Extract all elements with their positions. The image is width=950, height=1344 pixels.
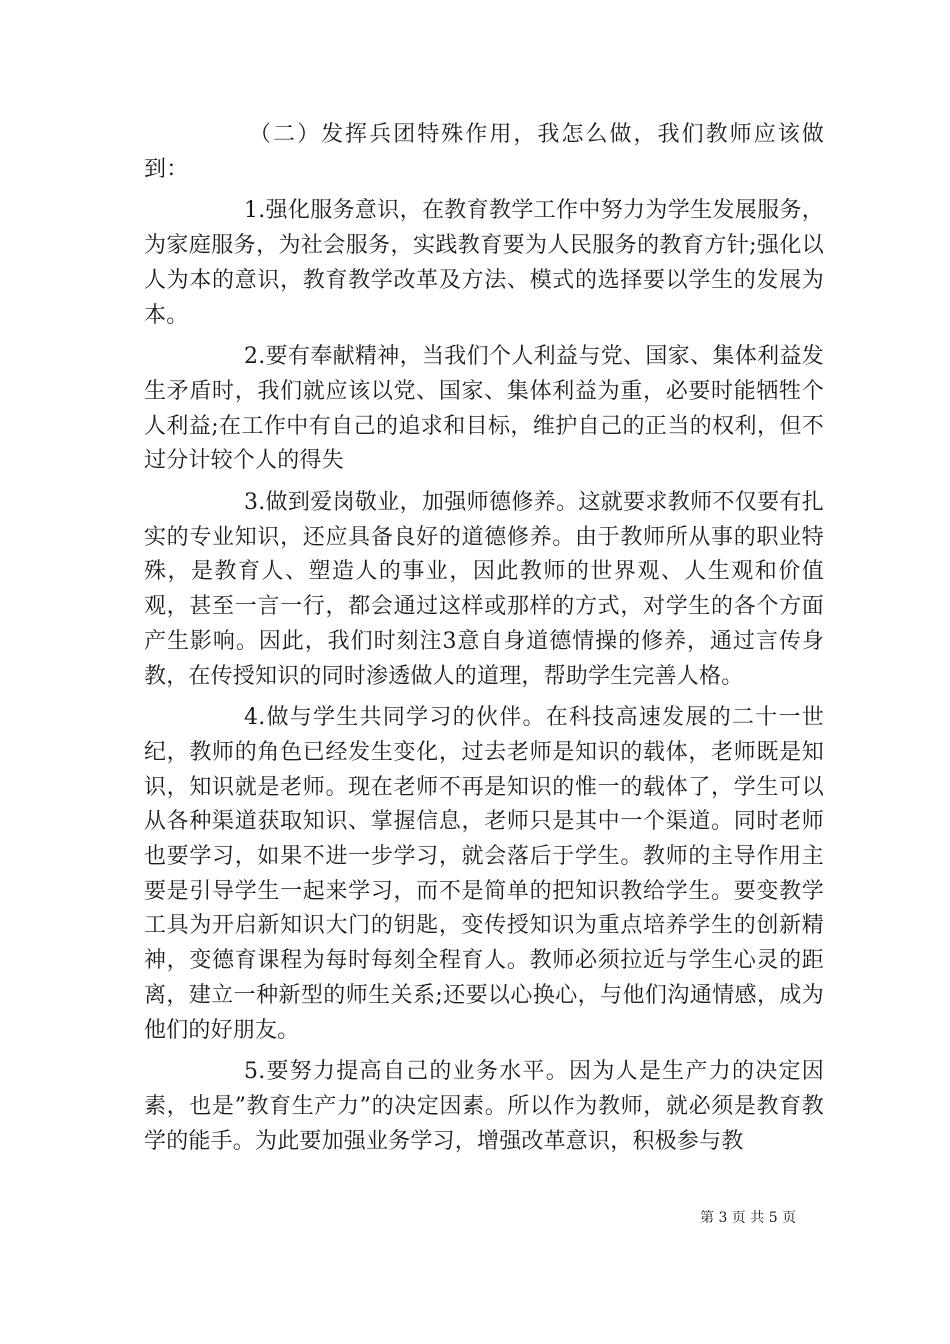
section-heading: （二）发挥兵团特殊作用，我怎么做，我们教师应该做到：: [144, 122, 824, 182]
paragraph-4: 4.做与学生共同学习的伙伴。在科技高速发展的二十一世纪，教师的角色已经发生变化，过去老师是知识的载体，老师既是知识，知识就是老师。现在老师不再是知识的惟一的载体了，学生可以从各种渠道获取知识、掌握信息，老师只是其中一个渠道。同时老师也要学习，如果不进一步学习，就会落后于学生。教师的主导作用主要是引导学生一起来学习，而不是简单的把知识教给学生。要变教学工具为开启新知识大门的钥匙，变传授知识为重点培养学生的创新精神，变德育课程为每时每刻全程育人。教师必须拉近与学生心灵的距离，建立一种新型的师生关系;还要以心换心，与他们沟通情感，成为他们的好朋友。: [144, 705, 824, 1043]
document-body: [144, 118, 824, 1166]
page-number-footer: 第 3 页 共 5 页: [700, 1210, 797, 1226]
paragraph-1: 1.强化服务意识，在教育教学工作中努力为学生发展服务，为家庭服务，为社会服务，实践教育要为人民服务的教育方针;强化以人为本的意识，教育教学改革及方法、模式的选择要以学生的发展为本。: [144, 198, 824, 328]
paragraph-2: 2.要有奉献精神，当我们个人利益与党、国家、集体利益发生矛盾时，我们就应该以党、国家、集体利益为重，必要时能牺牲个人利益;在工作中有自己的追求和目标，维护自己的正当的权利，但不过分计较个人的得失: [144, 344, 824, 474]
paragraph-3: 3.做到爱岗敬业，加强师德修养。这就要求教师不仅要有扎实的专业知识，还应具备良好的道德修养。由于教师所从事的职业特殊，是教育人、塑造人的事业，因此教师的世界观、人生观和价值观，甚至一言一行，都会通过这样或那样的方式，对学生的各个方面产生影响。因此，我们时刻注3意自身道德情操的修养，通过言传身教，在传授知识的同时渗透做人的道理，帮助学生完善人格。: [144, 490, 824, 689]
paragraph-5: 5.要努力提高自己的业务水平。因为人是生产力的决定因素，也是”教育生产力”的决定因素。所以作为教师，就必须是教育教学的能手。为此要加强业务学习，增强改革意识，积极参与教: [144, 1059, 824, 1154]
